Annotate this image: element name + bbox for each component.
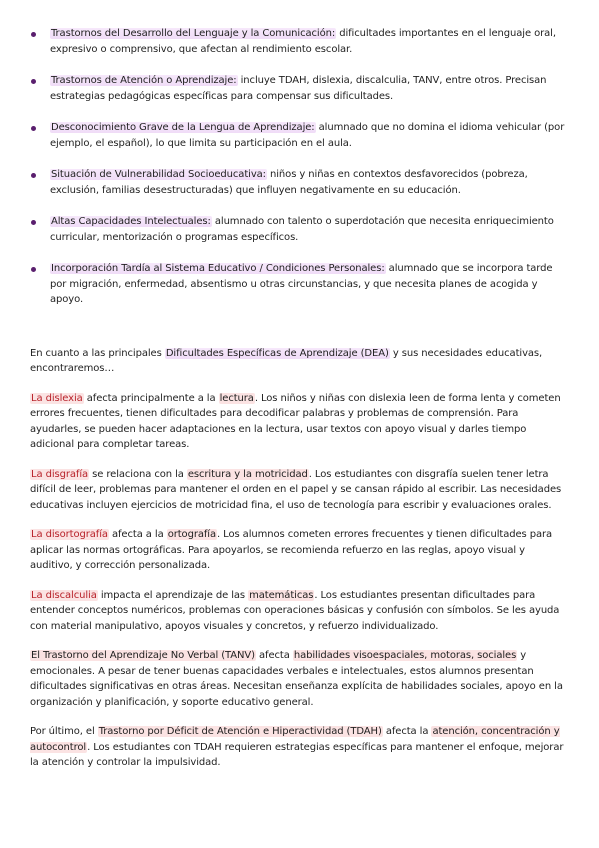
bullet-text: alumnado que no domina el idioma vehicular (por ejemplo, el español), lo que limita su participación en el aula. xyxy=(50,122,565,149)
disortografia-paragraph xyxy=(30,527,569,574)
intro-text: y sus necesidades educativas, encontraremos… xyxy=(30,347,543,374)
bullet-term: Situación de Vulnerabilidad Socioeducativa: xyxy=(51,169,266,180)
bullet-dot-icon xyxy=(31,126,36,131)
paragraph-text: Por último, el xyxy=(30,726,98,737)
paragraph-text: y emocionales. A pesar de tener buenas capacidades verbales e intelectuales, estos alumnos presentan dificultades significativas en otras áreas. Necesitan enseñanza explícita de habilidades sociales, apoyo en la organización y planificación, y soporte educativo general. xyxy=(30,650,563,708)
bullet-dot-icon xyxy=(31,32,36,37)
tdah-paragraph xyxy=(30,724,569,771)
bullet-item xyxy=(30,261,569,308)
bullet-dot-icon xyxy=(31,267,36,272)
bullet-dot-icon xyxy=(31,220,36,225)
disortografia-term: La disortografía xyxy=(31,529,108,540)
bullet-text: niños y niñas en contextos desfavorecidos (pobreza, exclusión, familias desestructuradas) que influyen negativamente en su educación. xyxy=(50,169,528,196)
paragraph-text: se relaciona con la xyxy=(89,468,187,480)
dislexia-term: La dislexia xyxy=(31,392,83,404)
dislexia-area: lectura xyxy=(219,392,254,404)
paragraph-text: . Los estudiantes presentan dificultades para entender conceptos numéricos, problemas con operaciones básicas y confusión con símbolos. Se les ayuda con material manipulativo, apoyos visuales y concretos, y refuerzo individualizado. xyxy=(30,589,560,632)
bullet-item xyxy=(30,214,569,245)
bullet-term: Trastornos del Desarrollo del Lenguaje y la Comunicación: xyxy=(51,28,336,39)
bullet-term: Incorporación Tardía al Sistema Educativo / Condiciones Personales: xyxy=(51,263,385,274)
intro-term: Dificultades Específicas de Aprendizaje (DEA) xyxy=(165,347,389,359)
bullet-item xyxy=(30,73,569,104)
dislexia-paragraph xyxy=(30,391,569,453)
bullet-term: Trastornos de Atención o Aprendizaje: xyxy=(51,75,237,86)
bullet-text: dificultades importantes en el lenguaje oral, expresivo o comprensivo, que afectan al rendimiento escolar. xyxy=(50,28,556,55)
tanv-term: El Trastorno del Aprendizaje No Verbal (TANV) xyxy=(31,650,255,661)
bullet-dot-icon xyxy=(31,173,36,178)
disortografia-area: ortografía xyxy=(167,529,216,540)
bullet-text: incluye TDAH, dislexia, discalculia, TANV, entre otros. Precisan estrategias pedagógicas específicas para compensar sus dificultades. xyxy=(50,75,547,102)
paragraph-text: impacta el aprendizaje de las xyxy=(97,589,249,601)
discalculia-term: La discalculia xyxy=(31,589,97,601)
paragraph-text: afecta a la xyxy=(108,529,167,540)
disgrafia-term: La disgrafía xyxy=(31,468,89,480)
disgrafia-area: escritura y la motricidad xyxy=(187,468,308,480)
bullet-list xyxy=(30,26,569,308)
disgrafia-paragraph xyxy=(30,467,569,514)
paragraph-text: . Los estudiantes con disgrafía suelen tener letra difícil de leer, problemas para mantener el orden en el papel y se cansan rápido al escribir. Las necesidades educativas incluyen ejercicios de motricidad fina, el uso de tecnología para escribir y evaluaciones orales. xyxy=(30,468,562,511)
bullet-item xyxy=(30,26,569,57)
discalculia-area: matemáticas xyxy=(249,589,314,601)
tanv-area: habilidades visoespaciales, motoras, sociales xyxy=(293,650,517,661)
tanv-paragraph xyxy=(30,648,569,710)
bullet-term: Altas Capacidades Intelectuales: xyxy=(51,216,211,227)
bullet-text: alumnado con talento o superdotación que necesita enriquecimiento curricular, mentorización o programas específicos. xyxy=(50,216,554,243)
bullet-term: Desconocimiento Grave de la Lengua de Aprendizaje: xyxy=(51,122,315,133)
bullet-item xyxy=(30,167,569,198)
discalculia-paragraph xyxy=(30,588,569,635)
paragraph-text: . Los niños y niñas con dislexia leen de forma lenta y cometen errores frecuentes, tienen dificultades para decodificar palabras y problemas de comprensión. Para ayudarles, se pueden hacer adaptaciones en la lectura, usar textos con apoyo visual y darles tiempo adicional para completar tareas. xyxy=(30,392,561,450)
intro-paragraph xyxy=(30,346,569,377)
tdah-area: atención, concentración y autocontrol xyxy=(30,726,560,753)
paragraph-text: afecta principalmente a la xyxy=(83,392,219,404)
bullet-text: alumnado que se incorpora tarde por migración, enfermedad, absentismo u otras circunstancias, y que necesita planes de acogida y apoyo. xyxy=(50,263,553,305)
bullet-dot-icon xyxy=(31,79,36,84)
intro-text: En cuanto a las principales xyxy=(30,347,165,359)
paragraph-text: afecta la xyxy=(382,726,432,737)
bullet-item xyxy=(30,120,569,151)
paragraph-text: afecta xyxy=(255,650,293,661)
tdah-term: Trastorno por Déficit de Atención e Hiperactividad (TDAH) xyxy=(98,726,382,737)
paragraph-text: . Los alumnos cometen errores frecuentes y tienen dificultades para aplicar las normas ortográficas. Para apoyarlos, se recomienda refuerzo en las reglas, apoyo visual y auditivo, y corrección personalizada. xyxy=(30,529,553,571)
paragraph-text: . Los estudiantes con TDAH requieren estrategias específicas para mantener el enfoque, mejorar la atención y controlar la impulsividad. xyxy=(30,741,564,768)
